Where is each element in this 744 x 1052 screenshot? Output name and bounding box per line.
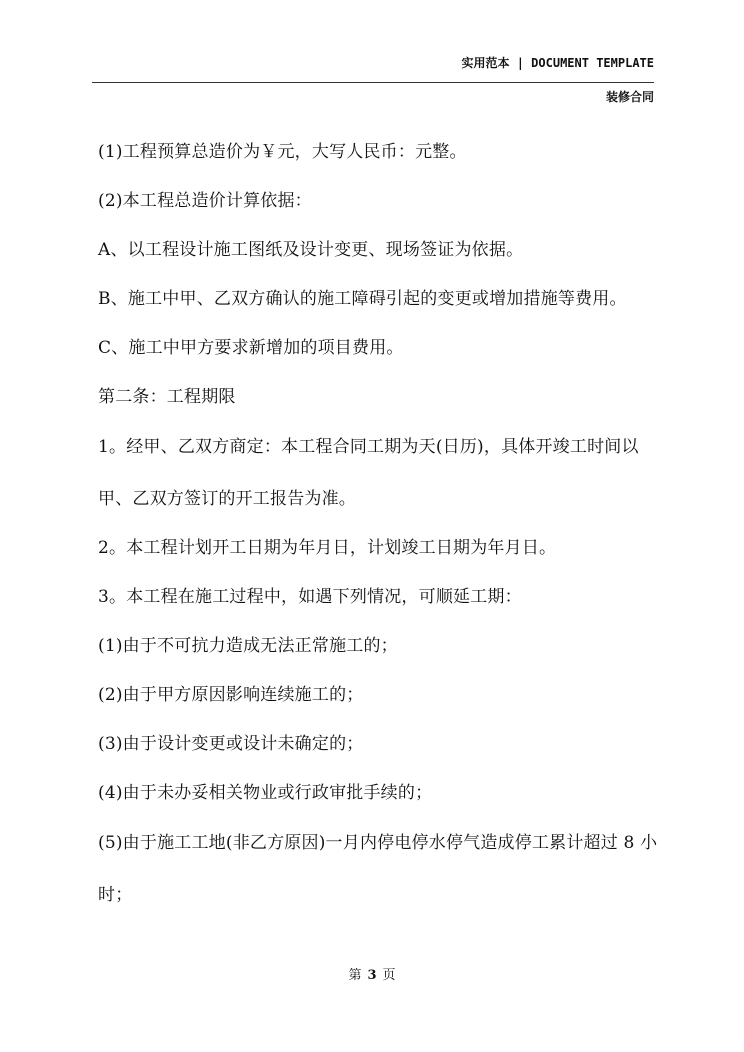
page-footer [0,964,744,983]
list-item-delay-3: (3)由于设计变更或设计未确定的； [98,734,364,754]
page-suffix: 页 [382,968,396,983]
list-item-delay-2: (2)由于甲方原因影响连续施工的； [98,685,364,705]
document-type-label: 装修合同 [605,90,654,104]
page-prefix: 第 [348,968,362,983]
paragraph-budget-total: (1)工程预算总造价为￥元，大写人民币：元整。 [98,142,467,162]
document-template-header: 实用范本 | DOCUMENT TEMPLATE [461,56,654,70]
header-divider [92,82,654,83]
paragraph-basis-c: C、施工中甲方要求新增加的项目费用。 [98,338,404,358]
paragraph-period-1: 1。经甲、乙双方商定：本工程合同工期为天(日历)，具体开竣工时间以甲、乙双方签订的开工报告为准。 [98,437,639,509]
paragraph-period-2: 2。本工程计划开工日期为年月日，计划竣工日期为年月日。 [98,538,557,558]
list-item-delay-4: (4)由于未办妥相关物业或行政审批手续的； [98,783,433,803]
document-body [98,138,668,941]
paragraph-basis-a: A、以工程设计施工图纸及设计变更、现场签证为依据。 [98,240,524,260]
paragraph-period-3: 3。本工程在施工过程中，如遇下列情况，可顺延工期： [98,587,522,607]
section-heading-article-2: 第二条：工程期限 [98,387,236,407]
paragraph-basis-b: B、施工中甲、乙双方确认的施工障碍引起的变更或增加措施等费用。 [98,289,627,309]
list-item-delay-5: (5)由于施工工地(非乙方原因)一月内停电停水停气造成停工累计超过 8 小时； [98,833,658,905]
paragraph-calculation-basis: (2)本工程总造价计算依据： [98,191,312,211]
list-item-delay-1: (1)由于不可抗力造成无法正常施工的； [98,636,398,656]
page-number: 3 [367,968,377,983]
